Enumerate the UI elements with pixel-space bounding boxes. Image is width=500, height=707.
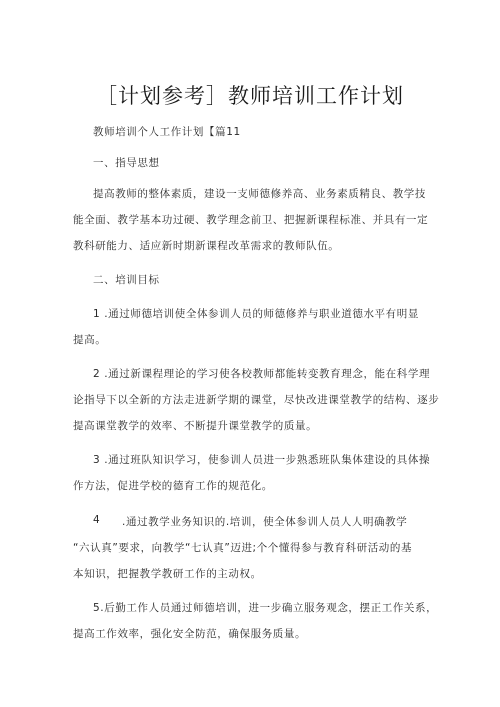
paragraph-number: 4	[93, 514, 101, 526]
section-heading-training-goals: 二、培训目标	[93, 274, 160, 286]
paragraph-line: 能全面、教学基本功过硬、教学理念前卫、把握新课程标准、并具有一定	[73, 214, 429, 226]
paragraph-line: 教科研能力、适应新时期新课程改革需求的教师队伍。	[73, 240, 340, 252]
section-heading-guiding-thought: 一、指导思想	[93, 157, 160, 169]
paragraph-line: 3 .通过班队知识学习，使参训人员进一步熟悉班队集体建设的具体操	[93, 454, 431, 466]
paragraph-line: 5.后勤工作人员通过师德培训，进一步确立服务观念，摆正工作关系，	[93, 602, 438, 614]
paragraph-line: 提高。	[73, 334, 107, 346]
page-title: ［计划参考］教师培训工作计划	[96, 84, 404, 108]
paragraph-line: 提高课堂教学的效率、不断提升课堂教学的质量。	[73, 420, 318, 432]
paragraph-line: .通过教学业务知识的.培训，使全体参训人员人人明确教学	[122, 516, 408, 528]
paragraph-line: 本知识，把握教学教研工作的主动权。	[73, 568, 262, 580]
paragraph-line: 提高教师的整体素质，建设一支师德修养高、业务素质精良、教学技	[93, 188, 426, 200]
paragraph-line: 作方法，促进学校的德育工作的规范化。	[73, 480, 273, 492]
paragraph-line: 2 .通过新课程理论的学习使各校教师都能转变教育理念，能在科学理	[93, 368, 431, 380]
paragraph-line: 论指导下以全新的方法走进新学期的课堂，尽快改进课堂教学的结构、逐步	[73, 394, 440, 406]
paragraph-line: “六认真”要求，向教学“七认真”迈进;个个懂得参与教育科研活动的基	[73, 542, 413, 554]
paragraph-line: 1 .通过师德培训使全体参训人员的师德修养与职业道德水平有明显	[93, 308, 419, 320]
paragraph-line: 提高工作效率，强化安全防范，确保服务质量。	[73, 628, 307, 640]
document-subtitle: 教师培训个人工作计划【篇11	[93, 126, 241, 138]
